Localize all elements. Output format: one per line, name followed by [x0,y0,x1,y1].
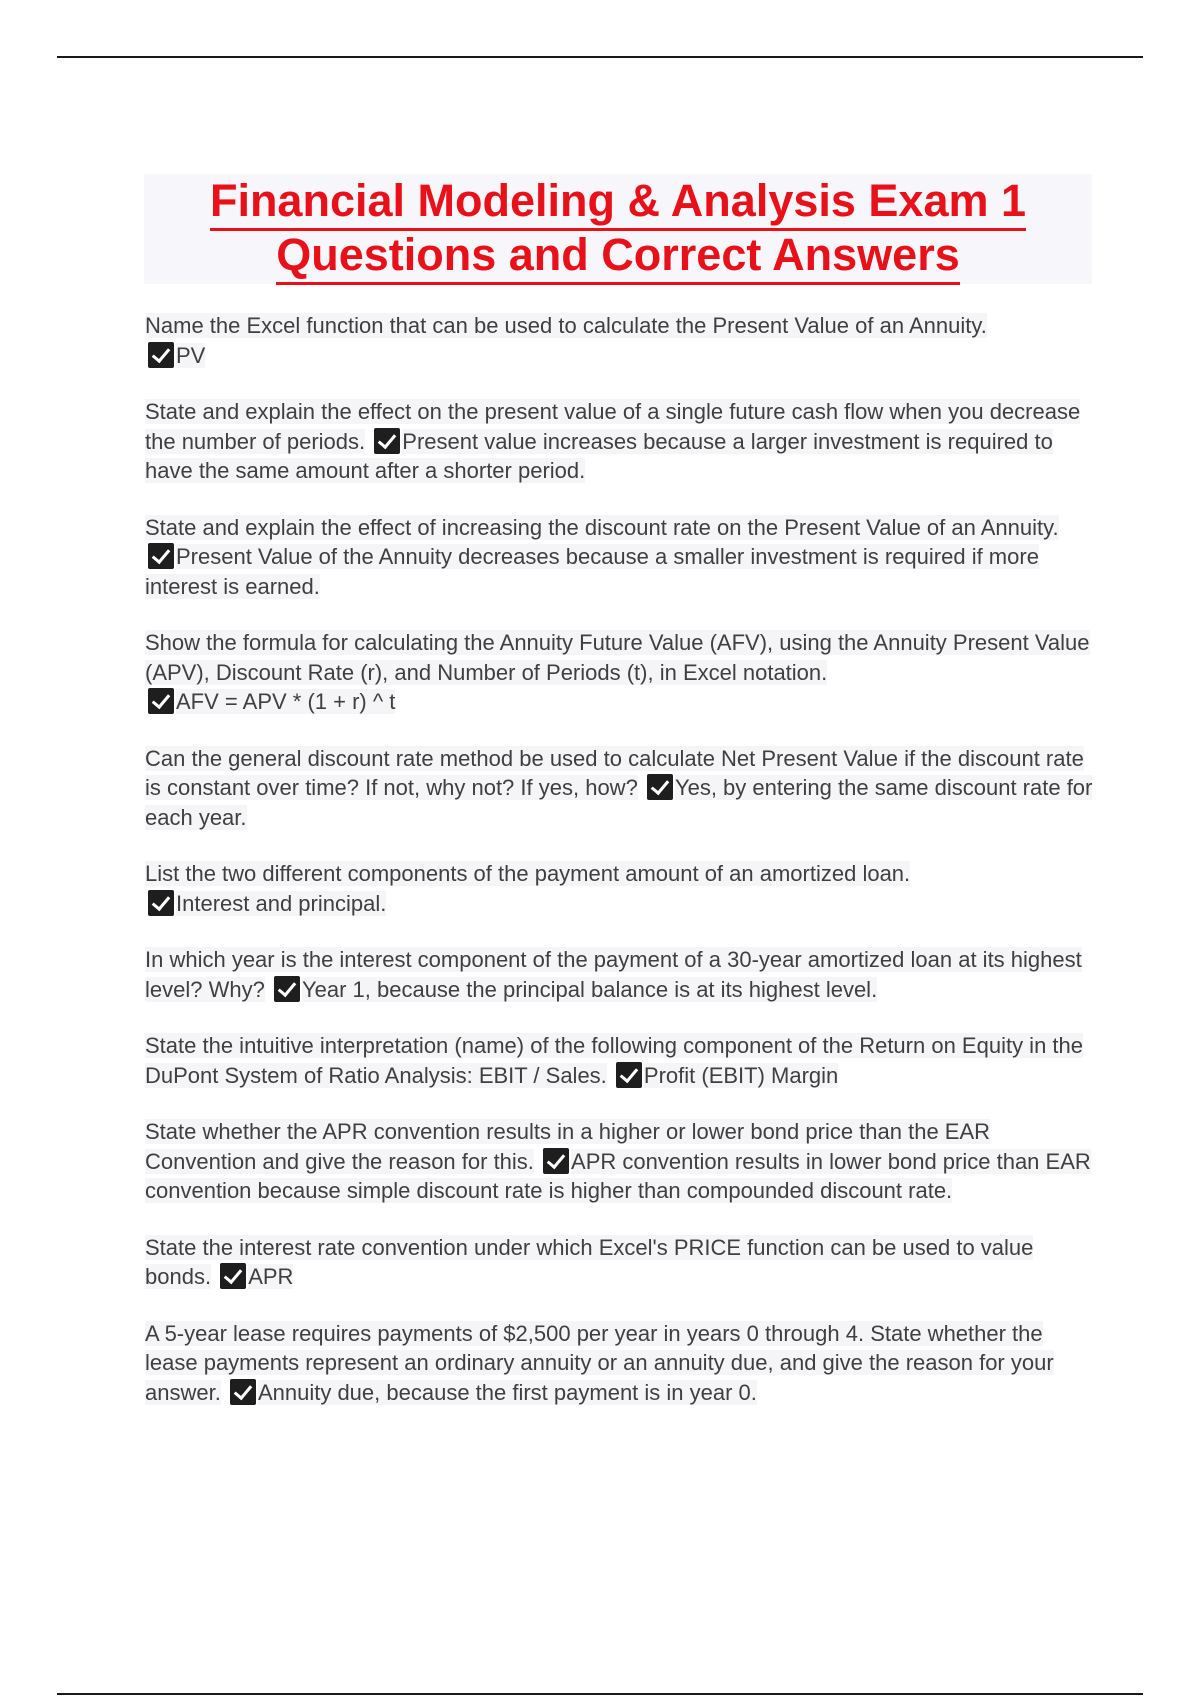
answer-text: Present value increases because a larger investment is required to have the same amount after a shorter period. [145,428,1053,483]
question-text: State and explain the effect on the present value of a single future cash flow when you decrease the number of periods. [145,399,1081,454]
qa-item [145,1117,1095,1206]
checkbox-checked-icon [148,543,174,569]
qa-item [145,513,1095,602]
qa-item [145,311,1095,370]
answer-text: Profit (EBIT) Margin [643,1062,839,1088]
answer-text: Annuity due, because the first payment is in year 0. [257,1379,757,1405]
checkbox-checked-icon [543,1148,569,1174]
answer-text: Interest and principal. [176,890,387,916]
checkbox-checked-icon [230,1379,256,1405]
checkbox-checked-icon [647,774,673,800]
answer-text: APR convention results in lower bond price than EAR convention because simple discount rate is higher than compounded discount rate. [145,1148,1091,1203]
question-text: Name the Excel function that can be used to calculate the Present Value of an Annuity. [145,313,987,338]
qa-list [145,311,1095,1434]
question-text: State the interest rate convention under which Excel's PRICE function can be used to value bonds. [145,1234,1034,1289]
answer-text: AFV = APV * (1 + r) ^ t [176,689,396,714]
qa-item [145,1319,1095,1408]
checkbox-checked-icon [220,1263,246,1289]
question-text: Can the general discount rate method be used to calculate Net Present Value if the discount rate is constant over time? If not, why not? If yes, how? [145,745,1084,800]
question-text: In which year is the interest component of the payment of a 30-year amortized loan at its highest level? Why? [145,947,1082,1002]
bottom-rule [57,1693,1143,1695]
qa-item [145,397,1095,486]
top-rule [57,56,1143,58]
checkbox-checked-icon [148,342,174,368]
qa-item [145,628,1095,717]
checkbox-checked-icon [274,976,300,1002]
question-text: State the intuitive interpretation (name) of the following component of the Return on Equity in the DuPont System of Ratio Analysis: EBIT / Sales. [145,1033,1083,1088]
answer-text: Year 1, because the principal balance is at its highest level. [301,976,878,1002]
question-text: List the two different components of the payment amount of an amortized loan. [145,861,911,886]
checkbox-checked-icon [148,688,174,714]
question-text: Show the formula for calculating the Annuity Future Value (AFV), using the Annuity Present Value (APV), Discount Rate (r), and Number of Periods (t), in Excel notation. [145,630,1090,685]
page-title-line-2: Questions and Correct Answers [276,228,960,285]
title-block [144,174,1092,284]
question-text: A 5-year lease requires payments of $2,500 per year in years 0 through 4. State whether the lease payments represent an ordinary annuity or an annuity due, and give the reason for your answer. [145,1320,1054,1405]
page-title-line-1: Financial Modeling & Analysis Exam 1 [210,174,1026,231]
question-text: State whether the APR convention results in a higher or lower bond price than the EAR Convention and give the reason for this. [145,1119,991,1174]
checkbox-checked-icon [374,428,400,454]
qa-item [145,945,1095,1004]
checkbox-checked-icon [616,1062,642,1088]
qa-item [145,744,1095,833]
checkbox-checked-icon [148,890,174,916]
answer-text: PV [176,342,206,368]
qa-item [145,859,1095,918]
answer-text: Present Value of the Annuity decreases because a smaller investment is required if more interest is earned. [145,544,1039,599]
qa-item [145,1031,1095,1090]
answer-text: Yes, by entering the same discount rate for each year. [145,775,1093,830]
question-text: State and explain the effect of increasing the discount rate on the Present Value of an Annuity. [145,514,1059,540]
qa-item [145,1233,1095,1292]
answer-text: APR [248,1264,294,1289]
